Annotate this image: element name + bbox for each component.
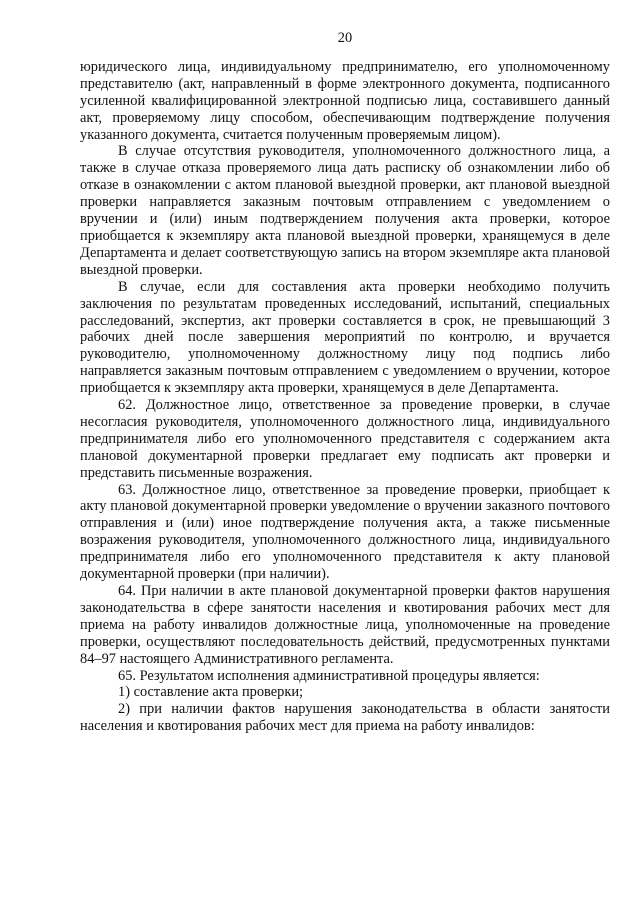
list-item-2: 2) при наличии фактов нарушения законодательства в области занятости населения и квотирования рабочих мест для приема на работу инвалидов: [80, 701, 610, 735]
list-item-1: 1) составление акта проверки; [118, 684, 304, 701]
paragraph-clause-65: 65. Результатом исполнения административной процедуры является: [118, 667, 540, 684]
paragraph-expert-conclusions: В случае, если для составления акта проверки необходимо получить заключения по результатам проведенных исследований, испытаний, специальных расследований, экспертиз, акт проверки составляется в срок, не превышающий 3 рабочих дней после завершения мероприятий по контролю, и вручается руководителю, уполномоченному должностному лицу под подпись либо направляется заказным почтовым отправлением с уведомлением о вручении, которое приобщается к экземпляру акта проверки, хранящемуся в деле Департамента. [80, 278, 610, 397]
paragraph-absence-of-head: В случае отсутствия руководителя, уполномоченного должностного лица, а также в случае отказа проверяемого лица дать расписку об ознакомлении либо об отказе в ознакомлении с актом плановой выездной проверки, акт плановой выездной проверки направляется заказным почтовым отправлением с уведомлением о вручении и (или) иным подтверждением получения акта проверки, которое приобщается к экземпляру акта плановой выездной проверки, хранящемуся в деле Департамента и делает соответствующую запись на втором экземпляре акта плановой выездной проверки. [80, 143, 610, 278]
paragraph-clause-62: 62. Должностное лицо, ответственное за проведение проверки, в случае несогласия руководителя, уполномоченного должностного лица, индивидуального предпринимателя либо его уполномоченного представителя с содержанием акта плановой документарной проверки предлагает ему подписать акт проверки и представить письменные возражения. [80, 397, 610, 481]
page-number: 20 [337, 30, 353, 46]
paragraph-clause-63: 63. Должностное лицо, ответственное за проведение проверки, приобщает к акту плановой документарной проверки уведомление о вручении заказного почтового отправления и (или) иное подтверждение получения акта, а также письменные возражения руководителя, уполномоченного должностного лица, индивидуального предпринимателя либо его уполномоченного представителя к акту плановой документарной проверки (при наличии). [80, 481, 610, 583]
paragraph-continuation: юридического лица, индивидуальному предпринимателю, его уполномоченному представителю (акт, направленный в форме электронного документа, подписанного усиленной квалифицированной электронной подписью лица, составившего данный акт, проверяемому лицу способом, обеспечивающим подтверждение получения указанного документа, считается полученным проверяемым лицом). [80, 58, 610, 143]
paragraph-clause-64: 64. При наличии в акте плановой документарной проверки фактов нарушения законодательства в сфере занятости населения и квотирования рабочих мест для приема на работу инвалидов должностные лица, уполномоченные на проведение проверки, осуществляют последовательность действий, предусмотренных пунктами 84–97 настоящего Административного регламента. [80, 583, 610, 667]
